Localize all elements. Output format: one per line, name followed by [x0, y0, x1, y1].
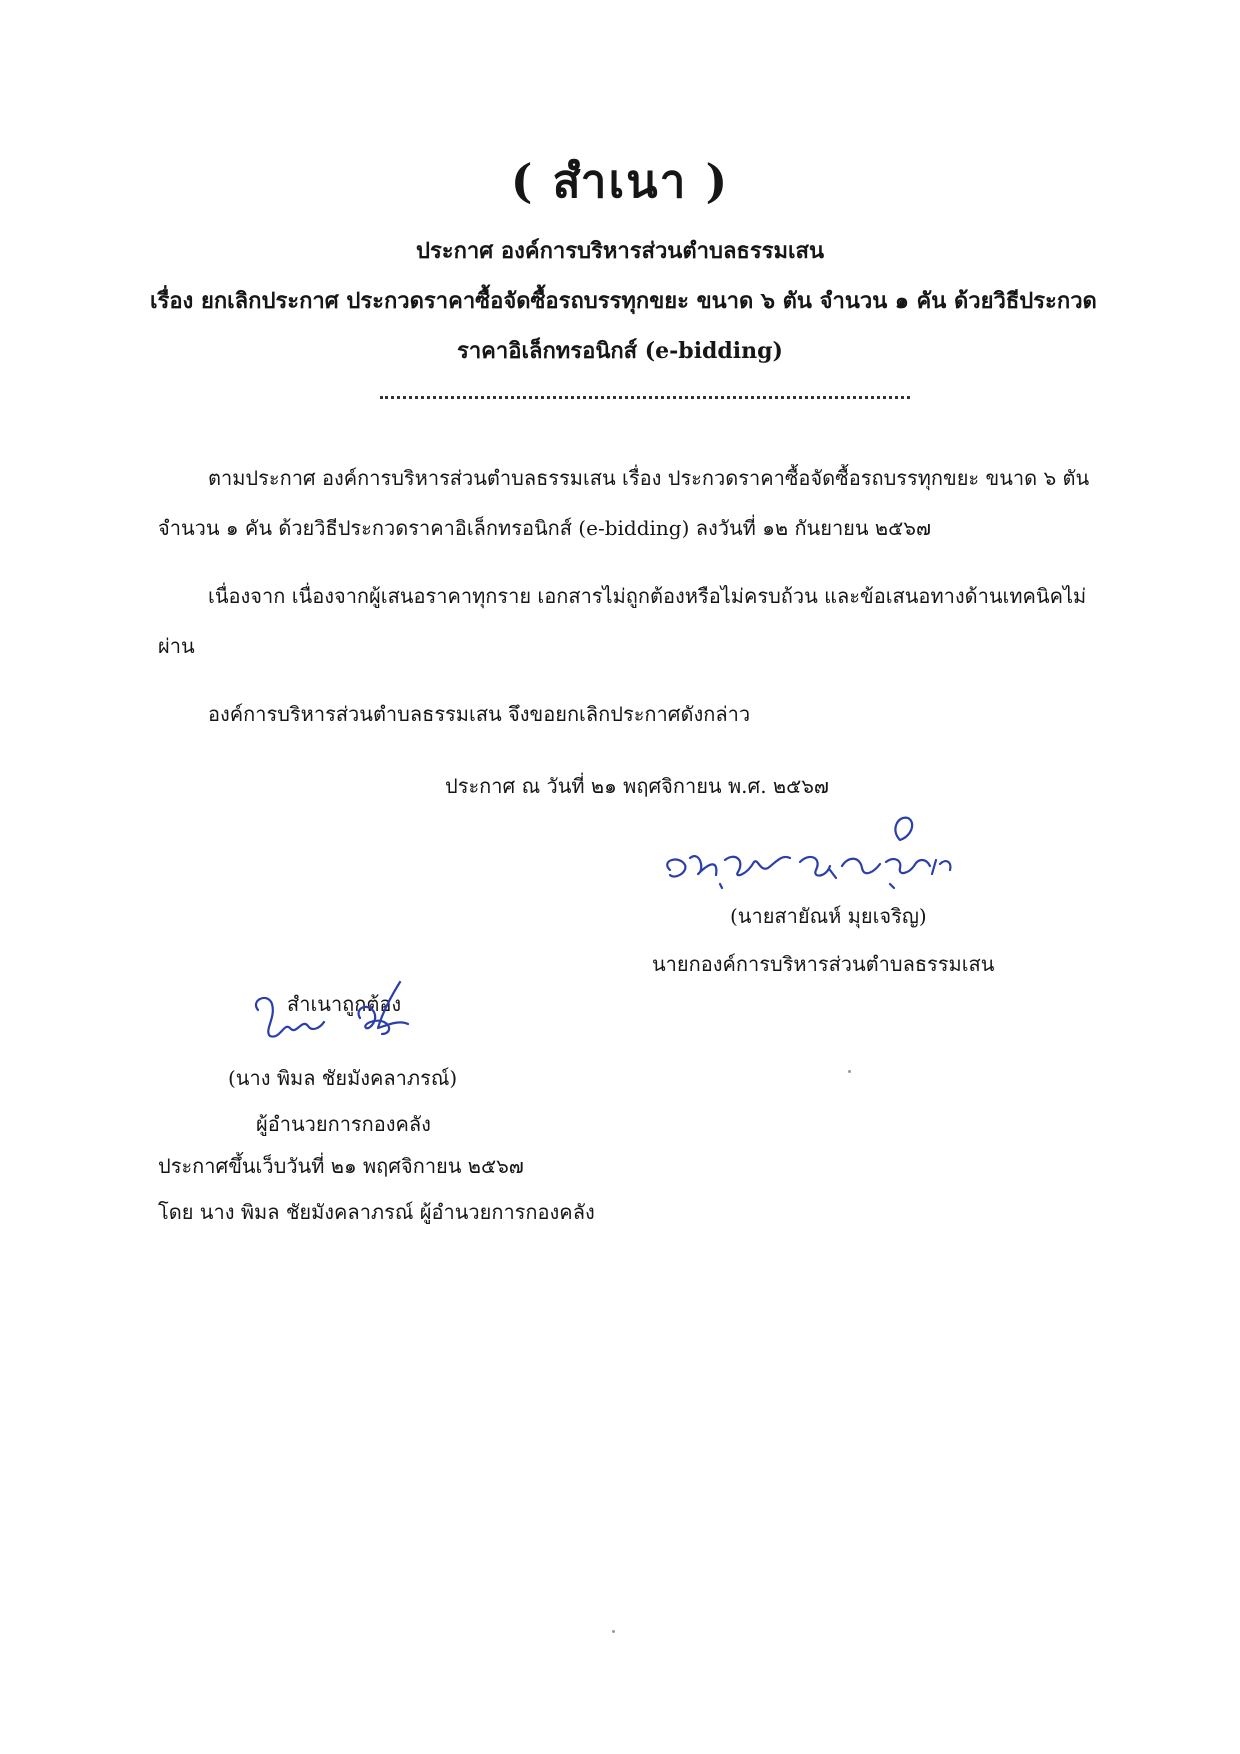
scan-speck	[848, 1070, 851, 1073]
signer-position: นายกองค์การบริหารส่วนตำบลธรรมเสน	[652, 952, 995, 976]
paragraph-2-line-2: ผ่าน	[158, 634, 195, 658]
paragraph-3: องค์การบริหารส่วนตำบลธรรมเสน จึงขอยกเลิกประกาศดังกล่าว	[208, 702, 751, 726]
heading-line-1: ประกาศ องค์การบริหารส่วนตำบลธรรมเสน	[416, 238, 824, 264]
mayor-signature	[650, 800, 980, 895]
certifier-position: ผู้อำนวยการกองคลัง	[256, 1112, 431, 1136]
scan-speck	[612, 1630, 615, 1633]
heading-line-2: เรื่อง ยกเลิกประกาศ ประกวดราคาซื้อจัดซื้อรถบรรทุกขยะ ขนาด ๖ ตัน จำนวน ๑ คัน ด้วยวิธีประกวด	[150, 288, 1097, 314]
signer-name: (นายสายัณห์ มุยเจริญ)	[730, 904, 927, 928]
certifier-signature	[250, 978, 470, 1048]
paragraph-2-line-1: เนื่องจาก เนื่องจากผู้เสนอราคาทุกราย เอกสารไม่ถูกต้องหรือไม่ครบถ้วน และข้อเสนอทางด้านเทคนิคไม่	[208, 584, 1087, 608]
dotted-separator	[380, 388, 910, 399]
paragraph-1-line-1: ตามประกาศ องค์การบริหารส่วนตำบลธรรมเสน เรื่อง ประกวดราคาซื้อจัดซื้อรถบรรทุกขยะ ขนาด ๖ ตัน	[208, 466, 1090, 490]
paragraph-1-line-2: จำนวน ๑ คัน ด้วยวิธีประกวดราคาอิเล็กทรอนิกส์ (e-bidding) ลงวันที่ ๑๒ กันยายน ๒๕๖๗	[158, 516, 931, 540]
copy-mark: ( สำเนา )	[510, 154, 730, 208]
posted-by: โดย นาง พิมล ชัยมังคลาภรณ์ ผู้อำนวยการกองคลัง	[158, 1200, 595, 1224]
certifier-name: (นาง พิมล ชัยมังคลาภรณ์)	[228, 1066, 458, 1090]
heading-line-3: ราคาอิเล็กทรอนิกส์ (e-bidding)	[457, 338, 783, 364]
certified-copy-label: สำเนาถูกต้อง	[287, 992, 402, 1016]
announce-date: ประกาศ ณ วันที่ ๒๑ พฤศจิกายน พ.ศ. ๒๕๖๗	[445, 774, 829, 798]
web-posted-date: ประกาศขึ้นเว็บวันที่ ๒๑ พฤศจิกายน ๒๕๖๗	[158, 1154, 524, 1178]
